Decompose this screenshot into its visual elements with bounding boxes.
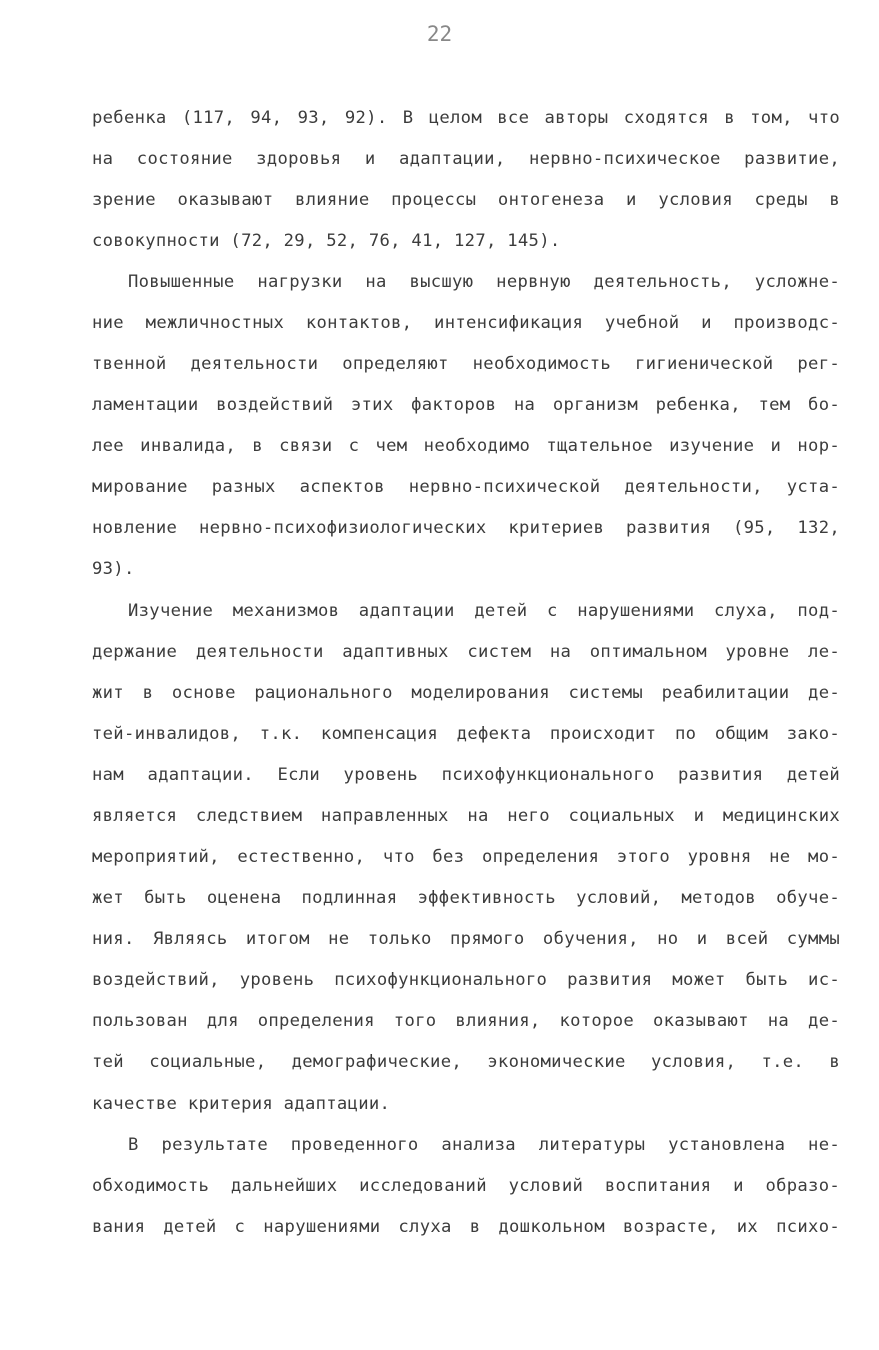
text-line: пользован для определения того влияния, которое оказывают на де-: [92, 1011, 840, 1031]
text-line: на состояние здоровья и адаптации, нервно-психическое развитие,: [92, 149, 840, 169]
text-line: мирование разных аспектов нервно-психической деятельности, уста-: [92, 477, 840, 497]
text-line: тей-инвалидов, т.к. компенсация дефекта происходит по общим зако-: [92, 724, 840, 744]
text-line: совокупности (72, 29, 52, 76, 41, 127, 145).: [92, 231, 561, 251]
text-line: Изучение механизмов адаптации детей с нарушениями слуха, под-: [128, 601, 840, 621]
text-line: твенной деятельности определяют необходимость гигиенической рег-: [92, 354, 840, 374]
page-number: 22: [426, 22, 453, 46]
text-line: является следствием направленных на него социальных и медицинских: [92, 806, 840, 826]
text-line: воздействий, уровень психофункционального развития может быть ис-: [92, 970, 840, 990]
text-line: ребенка (117, 94, 93, 92). В целом все авторы сходятся в том, что: [92, 108, 840, 128]
text-line: жит в основе рационального моделирования системы реабилитации де-: [92, 683, 840, 703]
text-line: мероприятий, естественно, что без определения этого уровня не мо-: [92, 847, 840, 867]
text-line: ламентации воздействий этих факторов на организм ребенка, тем бо-: [92, 395, 840, 415]
text-line: лее инвалида, в связи с чем необходимо тщательное изучение и нор-: [92, 436, 840, 456]
text-line: зрение оказывают влияние процессы онтогенеза и условия среды в: [92, 190, 840, 210]
text-line: держание деятельности адаптивных систем на оптимальном уровне ле-: [92, 642, 840, 662]
text-line: Повышенные нагрузки на высшую нервную деятельность, усложне-: [128, 272, 840, 292]
text-line: ния. Являясь итогом не только прямого обучения, но и всей суммы: [92, 929, 840, 949]
text-line: ние межличностных контактов, интенсификация учебной и производс-: [92, 313, 840, 333]
text-line: нам адаптации. Если уровень психофункционального развития детей: [92, 765, 840, 785]
text-line: качестве критерия адаптации.: [92, 1094, 391, 1114]
text-line: вания детей с нарушениями слуха в дошкольном возрасте, их психо-: [92, 1217, 840, 1237]
text-line: жет быть оценена подлинная эффективность условий, методов обуче-: [92, 888, 840, 908]
text-line: 93).: [92, 559, 135, 579]
text-line: обходимость дальнейших исследований условий воспитания и образо-: [92, 1176, 840, 1196]
text-line: новление нервно-психофизиологических критериев развития (95, 132,: [92, 518, 840, 538]
text-line: тей социальные, демографические, экономические условия, т.е. в: [92, 1052, 840, 1072]
text-line: В результате проведенного анализа литературы установлена не-: [128, 1135, 840, 1155]
